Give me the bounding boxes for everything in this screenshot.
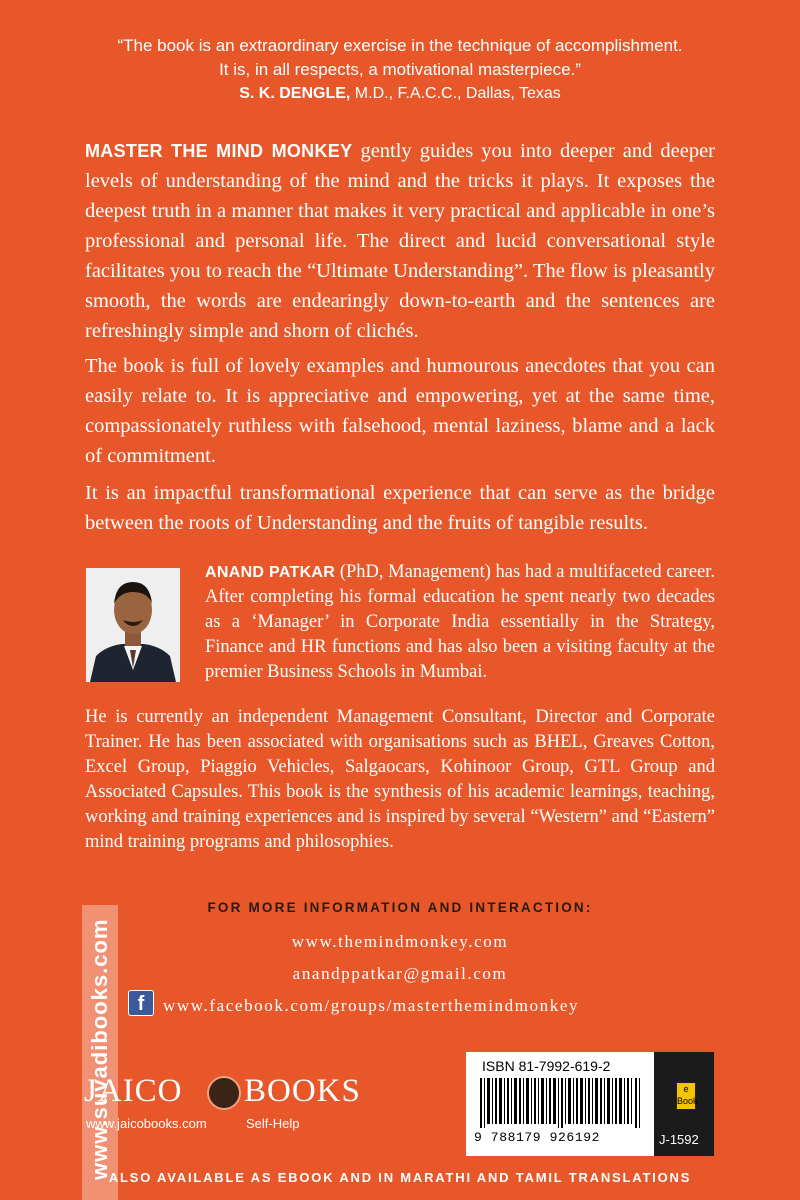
author-name: ANAND PATKAR <box>205 564 336 581</box>
author-photo <box>86 568 180 682</box>
facebook-icon[interactable]: f <box>128 990 154 1016</box>
endorsement-quote <box>0 34 800 106</box>
email-link[interactable]: anandppatkar@gmail.com <box>292 964 508 983</box>
quote-author-credentials: M.D., F.A.C.C., Dallas, Texas <box>350 85 561 102</box>
quote-author <box>0 82 800 106</box>
author-bio-2: He is currently an independent Management Consultant, Director and Corporate Trainer. He has been associated with organisations such as BHEL, Greaves Cotton, Excel Group, Piaggio Vehicles, Salgaocars, Kohinoor Group, GTL Group and Associated Capsules. This book is the synthesis of his academic learnings, teaching, working and training experiences and is inspired by several “Western” and “Eastern” mind training programs and philosophies. <box>85 707 715 852</box>
author-bio-1-text: (PhD, Management) has had a multifaceted career. After completing his formal education he spent nearly two decades as a ‘Manager’ in Corporate India essentially in the Strategy, Finance and HR functions and has also been a visiting faculty at the premier Business Schools in Mumbai. <box>205 562 716 682</box>
quote-line-1: “The book is an extraordinary exercise in the technique of accomplishment. <box>117 36 683 55</box>
contact-heading: FOR MORE INFORMATION AND INTERACTION: <box>207 900 593 915</box>
quote-author-name: S. K. DENGLE, <box>239 85 351 102</box>
isbn-label: ISBN 81-7992-619-2 <box>482 1058 611 1074</box>
publisher-name-part-1: JAICO <box>84 1073 183 1109</box>
publisher-emblem-icon <box>207 1076 241 1110</box>
watermark: www.suvadibooks.com <box>87 918 112 1180</box>
barcode-bars <box>478 1078 646 1128</box>
barcode-number: 9 788179 926192 <box>474 1130 601 1145</box>
blurb-paragraph-2: The book is full of lovely examples and humourous anecdotes that you can easily relate to. It is appreciative and empowering, yet at the same time, compassionately ruthless with falsehood, mental laziness, blame and a lack of commitment. <box>85 355 715 467</box>
publisher-name-part-2: BOOKS <box>244 1073 361 1109</box>
book-category: Self-Help <box>246 1116 300 1131</box>
blurb-paragraph-3: It is an impactful transformational experience that can serve as the bridge between the roots of Understanding and the fruits of tangible results. <box>85 482 715 534</box>
publisher-url[interactable]: www.jaicobooks.com <box>86 1116 207 1131</box>
footer-note: ALSO AVAILABLE AS EBOOK AND IN MARATHI AND TAMIL TRANSLATIONS <box>108 1170 692 1185</box>
book-title: MASTER THE MIND MONKEY <box>85 141 353 161</box>
ebook-badge-icon: e Book <box>676 1082 696 1110</box>
facebook-link[interactable]: www.facebook.com/groups/masterthemindmonkey <box>163 996 580 1015</box>
blurb-paragraph-1-text: gently guides you into deeper and deeper levels of understanding of the mind and the tricks it plays. It exposes the deepest truth in a manner that makes it very practical and applicable in one’s professional and personal life. The direct and lucid conversational style facilitates you to reach the “Ultimate Understanding”. The flow is pleasantly smooth, the words are endearingly down-to-earth and the sentences are refreshingly simple and shorn of clichés. <box>85 140 716 342</box>
quote-line-2: It is, in all respects, a motivational masterpiece.” <box>219 60 581 79</box>
author-photo-image <box>86 568 180 682</box>
product-code: J-1592 <box>659 1132 699 1147</box>
blurb-paragraph-1 <box>85 136 715 346</box>
author-bio-1 <box>205 560 715 685</box>
website-link[interactable]: www.themindmonkey.com <box>291 932 509 951</box>
